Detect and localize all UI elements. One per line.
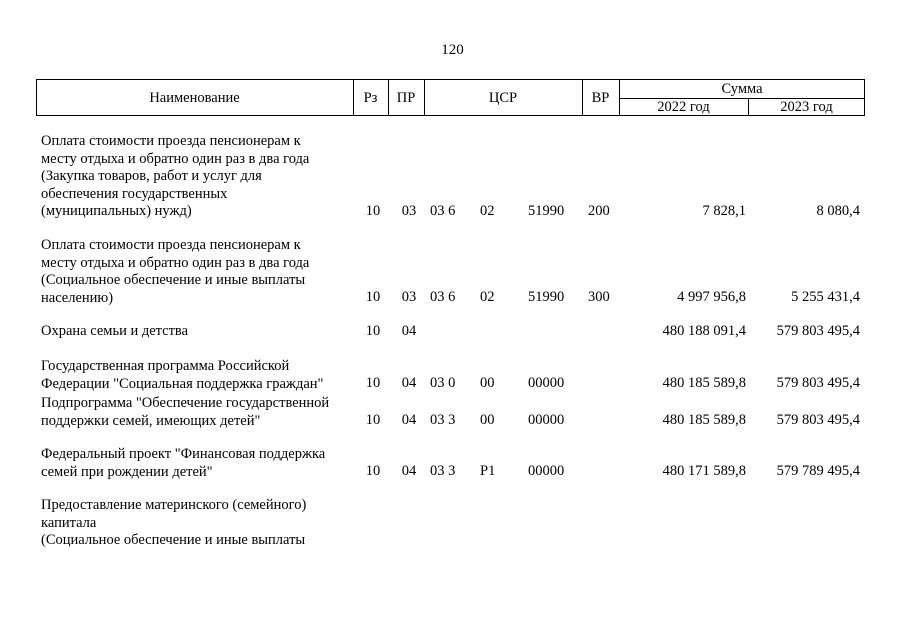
row-sum-2023: 5 255 431,4 (791, 289, 860, 305)
row-rz: 10 (365, 375, 381, 391)
row-csr-code: 51990 (528, 203, 565, 219)
row-vr: 200 (588, 203, 610, 219)
row-sum-2023: 579 803 495,4 (776, 323, 860, 339)
row-csr-sub: P1 (480, 463, 496, 479)
header-bottom-border (36, 115, 865, 116)
row-name: Охрана семьи и детства (41, 323, 189, 339)
header-csr: ЦСР (488, 90, 518, 106)
row-name: Федеральный проект "Финансовая поддержка семей при рождении детей" (41, 446, 326, 480)
row-sum-2023: 579 803 495,4 (776, 375, 860, 391)
header-name: Наименование (149, 90, 240, 106)
row-csr-sub: 00 (480, 375, 495, 391)
row-sum-2023: 579 803 495,4 (776, 412, 860, 428)
header-pr: ПР (396, 90, 416, 106)
page-number: 120 (441, 42, 464, 58)
row-csr-program: 03 6 (430, 203, 456, 219)
row-pr: 03 (401, 203, 417, 219)
row-csr-code: 00000 (528, 375, 565, 391)
row-sum-2022: 480 188 091,4 (662, 323, 746, 339)
row-csr-sub: 02 (480, 289, 495, 305)
row-rz: 10 (365, 412, 381, 428)
table-header (36, 79, 865, 116)
row-name: Предоставление материнского (семейного) капитала (Социальное обеспечение и иные выплаты (41, 497, 307, 548)
header-top-border (36, 79, 865, 80)
header-sum: Сумма (721, 81, 763, 97)
row-pr: 04 (401, 463, 417, 479)
header-rz: Рз (363, 90, 378, 106)
row-sum-2022: 480 185 589,8 (662, 375, 746, 391)
row-sum-2022: 7 828,1 (702, 203, 746, 219)
row-sum-2022: 480 171 589,8 (662, 463, 746, 479)
row-csr-sub: 00 (480, 412, 495, 428)
row-sum-2022: 480 185 589,8 (662, 412, 746, 428)
header-year-2023: 2023 год (780, 99, 833, 115)
row-csr-program: 03 6 (430, 289, 456, 305)
row-name: Подпрограмма "Обеспечение государственной поддержки семей, имеющих детей" (41, 395, 330, 429)
row-vr: 300 (588, 289, 610, 305)
row-rz: 10 (365, 323, 381, 339)
row-sum-2023: 8 080,4 (816, 203, 860, 219)
header-vr: ВР (591, 90, 610, 106)
row-name: Оплата стоимости проезда пенсионерам к месту отдыха и обратно один раз в два года (Социальное обеспечение и иные выплаты населению) (41, 237, 310, 306)
row-csr-program: 03 3 (430, 463, 456, 479)
row-csr-program: 03 3 (430, 412, 456, 428)
row-sum-2022: 4 997 956,8 (677, 289, 746, 305)
row-csr-code: 00000 (528, 463, 565, 479)
row-csr-sub: 02 (480, 203, 495, 219)
row-csr-program: 03 0 (430, 375, 456, 391)
row-csr-code: 00000 (528, 412, 565, 428)
row-sum-2023: 579 789 495,4 (776, 463, 860, 479)
row-pr: 04 (401, 375, 417, 391)
row-pr: 03 (401, 289, 417, 305)
row-pr: 04 (401, 412, 417, 428)
row-rz: 10 (365, 463, 381, 479)
row-name: Государственная программа Российской Федерации "Социальная поддержка граждан" (41, 358, 324, 392)
header-year-2022: 2022 год (657, 99, 710, 115)
row-pr: 04 (401, 323, 417, 339)
row-name: Оплата стоимости проезда пенсионерам к месту отдыха и обратно один раз в два года (Закупка товаров, работ и услуг для обеспечения государственных (муниципальных) нужд) (41, 133, 310, 219)
row-rz: 10 (365, 203, 381, 219)
row-csr-code: 51990 (528, 289, 565, 305)
row-rz: 10 (365, 289, 381, 305)
